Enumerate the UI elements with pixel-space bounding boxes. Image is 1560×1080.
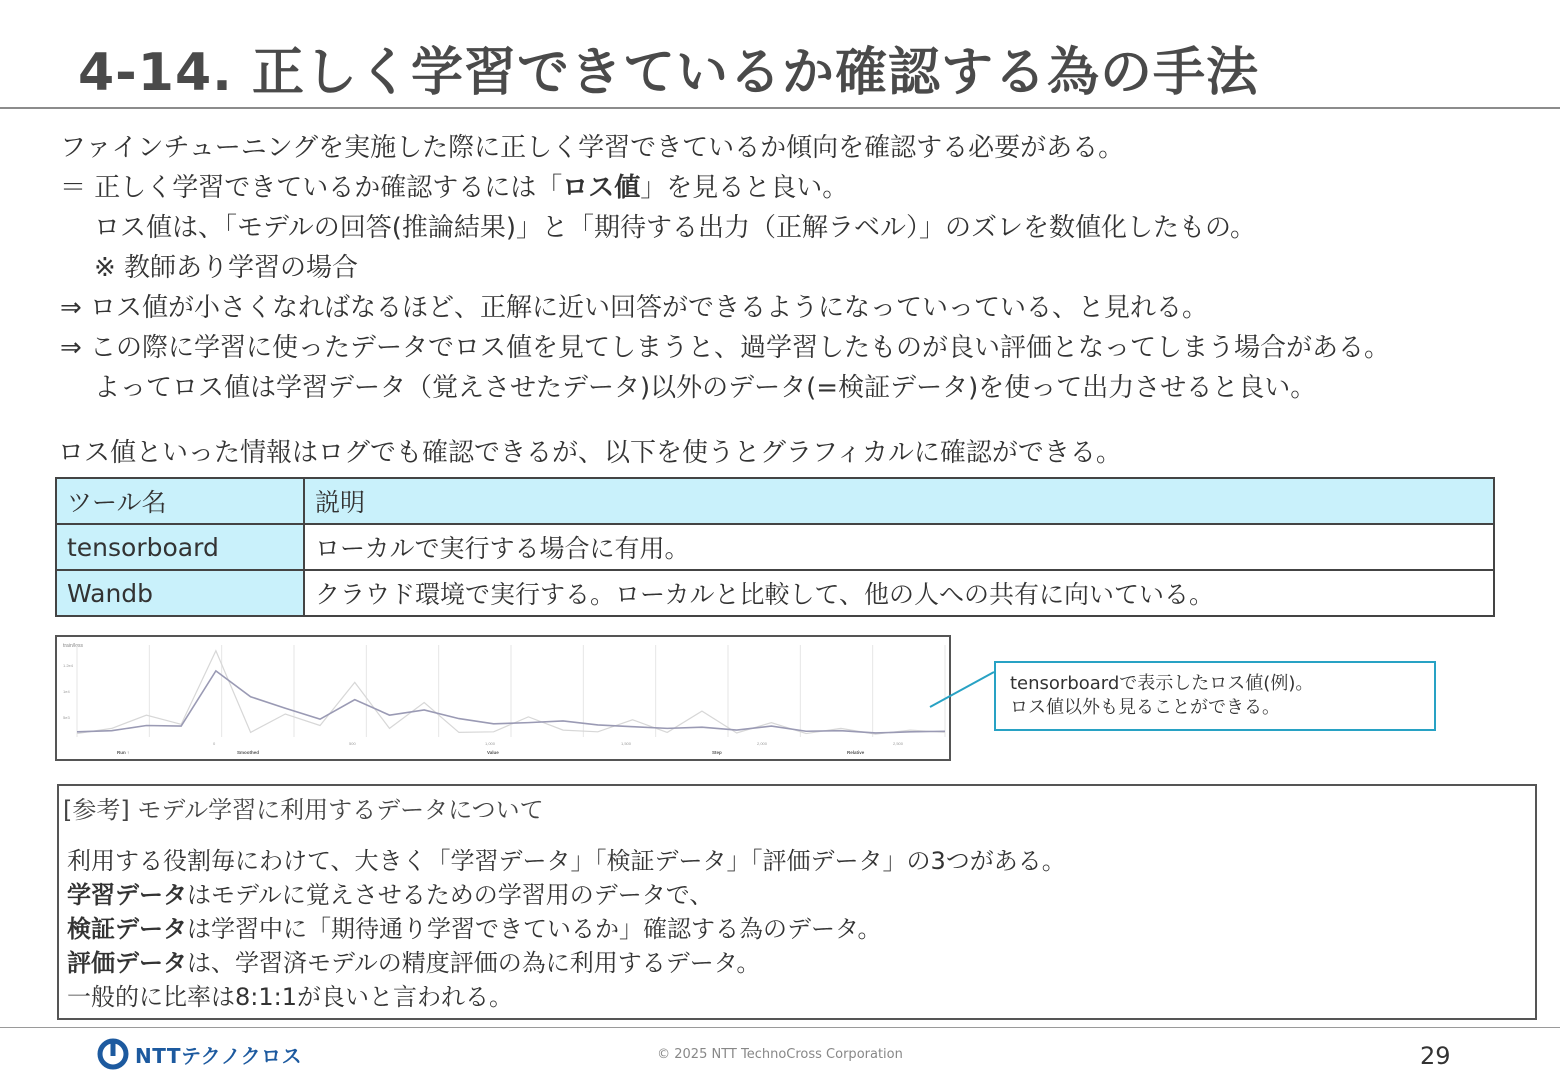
tools-intro: ロス値といった情報はログでも確認できるが、以下を使うとグラフィカルに確認ができる。 — [58, 438, 1122, 468]
intro-line: よってロス値は学習データ（覚えさせたデータ)以外のデータ(=検証データ)を使って出力させると良い。 — [94, 373, 1317, 403]
reference-title: [参考] モデル学習に利用するデータについて — [63, 796, 544, 824]
table-row — [56, 570, 1494, 616]
table-header-tool: ツール名 — [56, 478, 304, 524]
table-cell-tool: tensorboard — [56, 524, 304, 570]
reference-line: 検証データは学習中に「期待通り学習できているか」確認する為のデータ。 — [67, 915, 882, 943]
x-tick-label: 0 — [213, 741, 216, 746]
tensorboard-chart — [55, 635, 951, 761]
reference-body — [67, 844, 1066, 1014]
intro-line: ＝ 正しく学習できているか確認するには「ロス値」を見ると良い。 — [60, 173, 849, 203]
table-cell-desc: クラウド環境で実行する。ローカルと比較して、他の人への共有に向いている。 — [304, 570, 1494, 616]
y-tick-label: 1e4 — [63, 689, 70, 694]
table-cell-tool: Wandb — [56, 570, 304, 616]
reference-box — [57, 784, 1537, 1020]
intro-note: ※ 教師あり学習の場合 — [94, 253, 359, 283]
chart-title: train/loss — [63, 643, 84, 649]
callout-line: ロス値以外も見ることができる。 — [1010, 697, 1280, 718]
page-number: 29 — [1420, 1042, 1451, 1070]
x-tick-label: 1,500 — [621, 741, 632, 746]
title-divider — [0, 107, 1560, 109]
intro-text — [60, 128, 1390, 408]
table-cell-desc: ローカルで実行する場合に有用。 — [304, 524, 1494, 570]
chart-column-label: Run ↑ — [117, 750, 130, 755]
y-tick-label: 5e3 — [63, 715, 70, 720]
page-title: 4-14. 正しく学習できているか確認する為の手法 — [78, 43, 1259, 103]
chart-column-label: Value — [487, 750, 499, 755]
intro-line: ファインチューニングを実施した際に正しく学習できているか傾向を確認する必要がある。 — [60, 133, 1125, 163]
x-tick-label: 2,500 — [893, 741, 904, 746]
chart-callout — [994, 661, 1436, 731]
reference-line: 学習データはモデルに覚えさせるための学習用のデータで、 — [67, 881, 714, 909]
loss-value-emphasis: ロス値 — [562, 173, 641, 203]
logo-text: NTTテクノクロス — [135, 1043, 303, 1068]
callout-line: tensorboardで表示したロス値(例)。 — [1010, 673, 1314, 694]
x-tick-label: 2,000 — [757, 741, 768, 746]
table-row — [56, 524, 1494, 570]
x-tick-label: 1,000 — [485, 741, 496, 746]
table-header-row — [56, 478, 1494, 524]
table-header-desc: 説明 — [304, 478, 1494, 524]
intro-line: ⇒ ロス値が小さくなればなるほど、正解に近い回答ができるようになっていっている、と見れる。 — [60, 293, 1209, 323]
x-tick-label: 500 — [349, 741, 356, 746]
copyright: © 2025 NTT TechnoCross Corporation — [657, 1047, 903, 1062]
intro-line: ⇒ この際に学習に使ったデータでロス値を見てしまうと、過学習したものが良い評価となってしまう場合がある。 — [60, 333, 1391, 363]
y-tick-label: 1.2e4 — [63, 663, 74, 668]
loss-chart-svg — [57, 637, 949, 759]
reference-line: 一般的に比率は8:1:1が良いと言われる。 — [67, 983, 513, 1011]
chart-column-label: Step — [712, 750, 722, 755]
tools-table — [55, 477, 1495, 617]
footer-divider — [0, 1027, 1560, 1028]
reference-line: 評価データは、学習済モデルの精度評価の為に利用するデータ。 — [67, 949, 761, 977]
chart-column-label: Relative — [847, 750, 865, 755]
intro-line: ロス値は、「モデルの回答(推論結果)」と「期待する出力（正解ラベル）」のズレを数値化したもの。 — [94, 213, 1256, 243]
chart-column-label: Smoothed — [237, 750, 259, 755]
reference-line: 利用する役割毎にわけて、大きく「学習データ」「検証データ」「評価データ」の3つがある。 — [67, 847, 1066, 875]
